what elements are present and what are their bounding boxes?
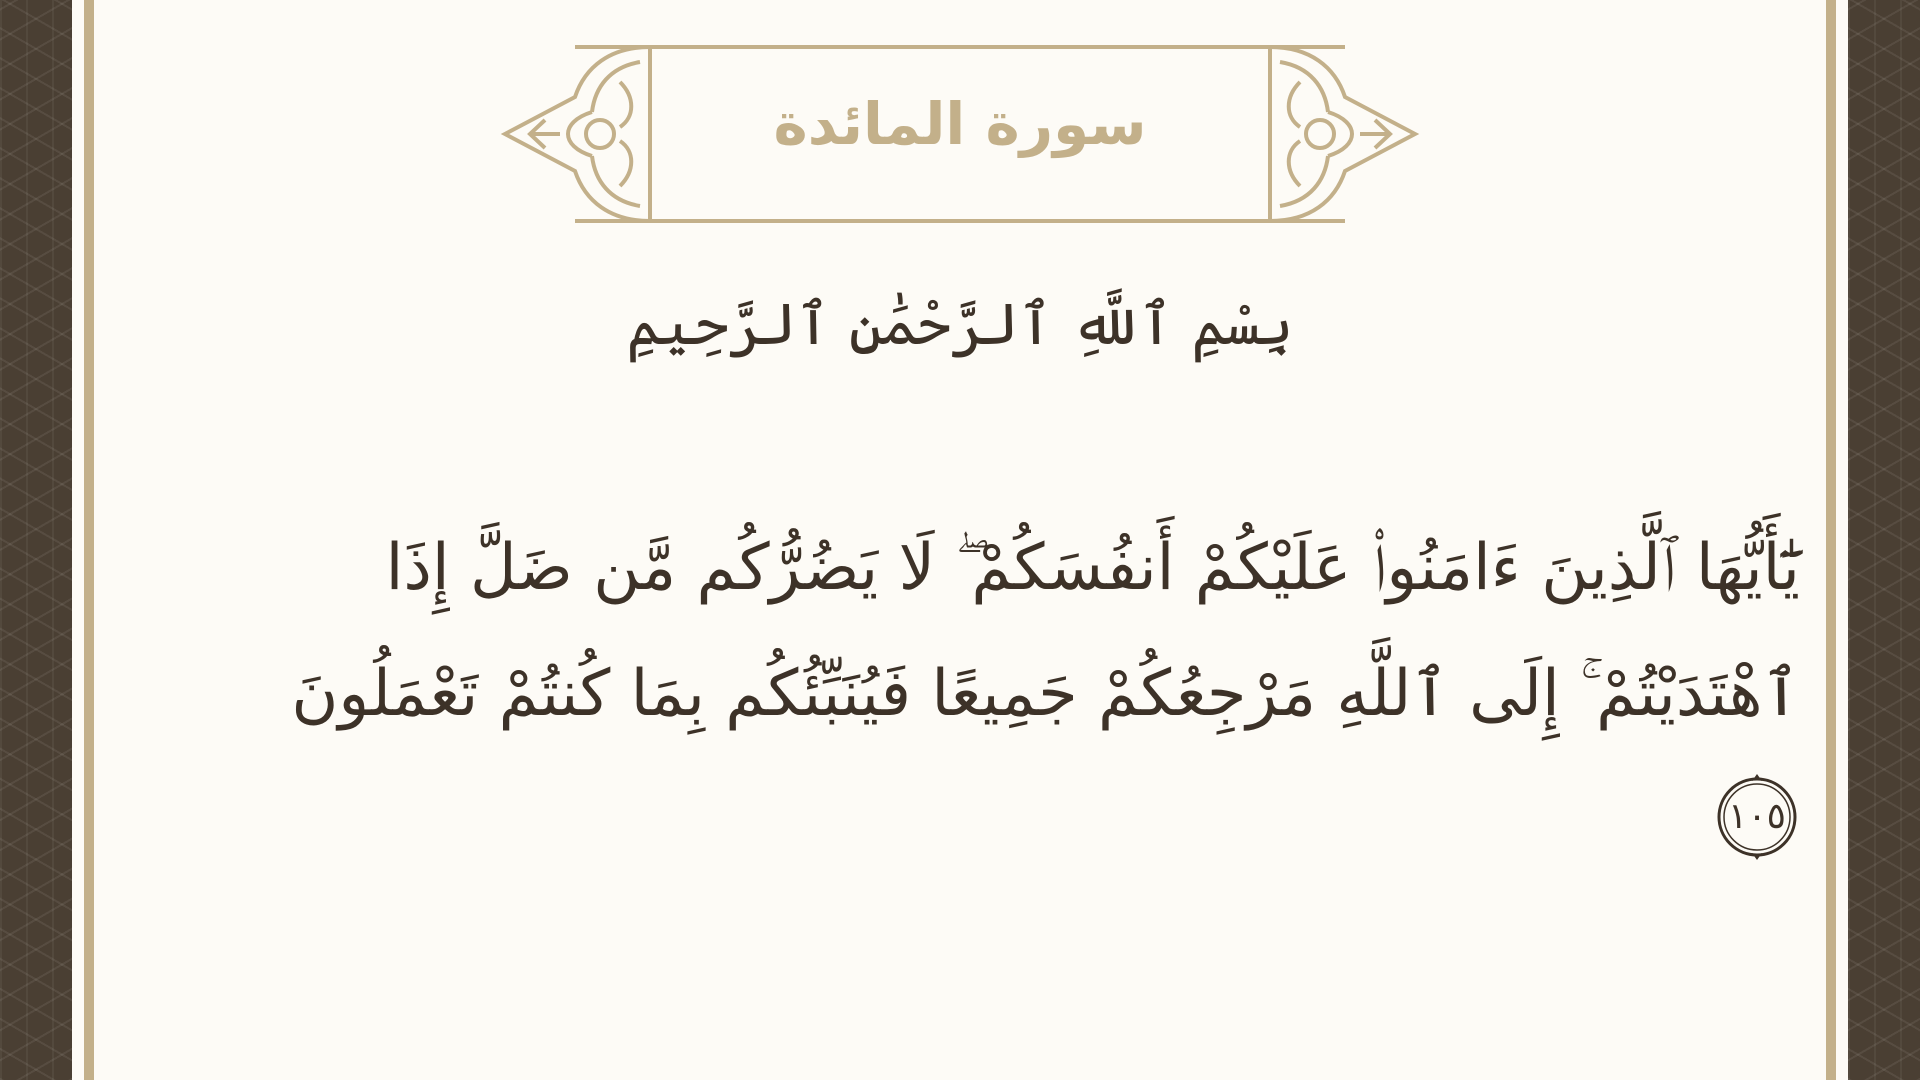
left-gold-rule — [84, 0, 94, 1080]
surah-header-frame — [500, 42, 1420, 227]
ayah-line-2: ٱهْتَدَيْتُمْ ۚ إِلَى ٱللَّهِ مَرْجِعُكُمْ جَمِيعًا فَيُنَبِّئُكُم بِمَا كُنتُمْ تَعْمَلُونَ — [291, 657, 1800, 731]
basmala: بِسْمِ ٱللَّهِ ٱلرَّحْمَٰنِ ٱلرَّحِيمِ — [626, 290, 1294, 358]
ayah-number-marker — [1714, 772, 1800, 862]
ayah-number: ١٠٥ — [1727, 796, 1786, 837]
ayah-text — [291, 505, 1800, 757]
left-decorative-border — [0, 0, 72, 1080]
right-decorative-border — [1848, 0, 1920, 1080]
right-gold-rule — [1826, 0, 1836, 1080]
ayah-line-1: يَٰٓأَيُّهَا ٱلَّذِينَ ءَامَنُوا۟ عَلَيْكُمْ أَنفُسَكُمْ ۖ لَا يَضُرُّكُم مَّن ضَلَّ إِذَا — [385, 531, 1800, 605]
surah-title: سورة المائدة — [773, 90, 1147, 158]
